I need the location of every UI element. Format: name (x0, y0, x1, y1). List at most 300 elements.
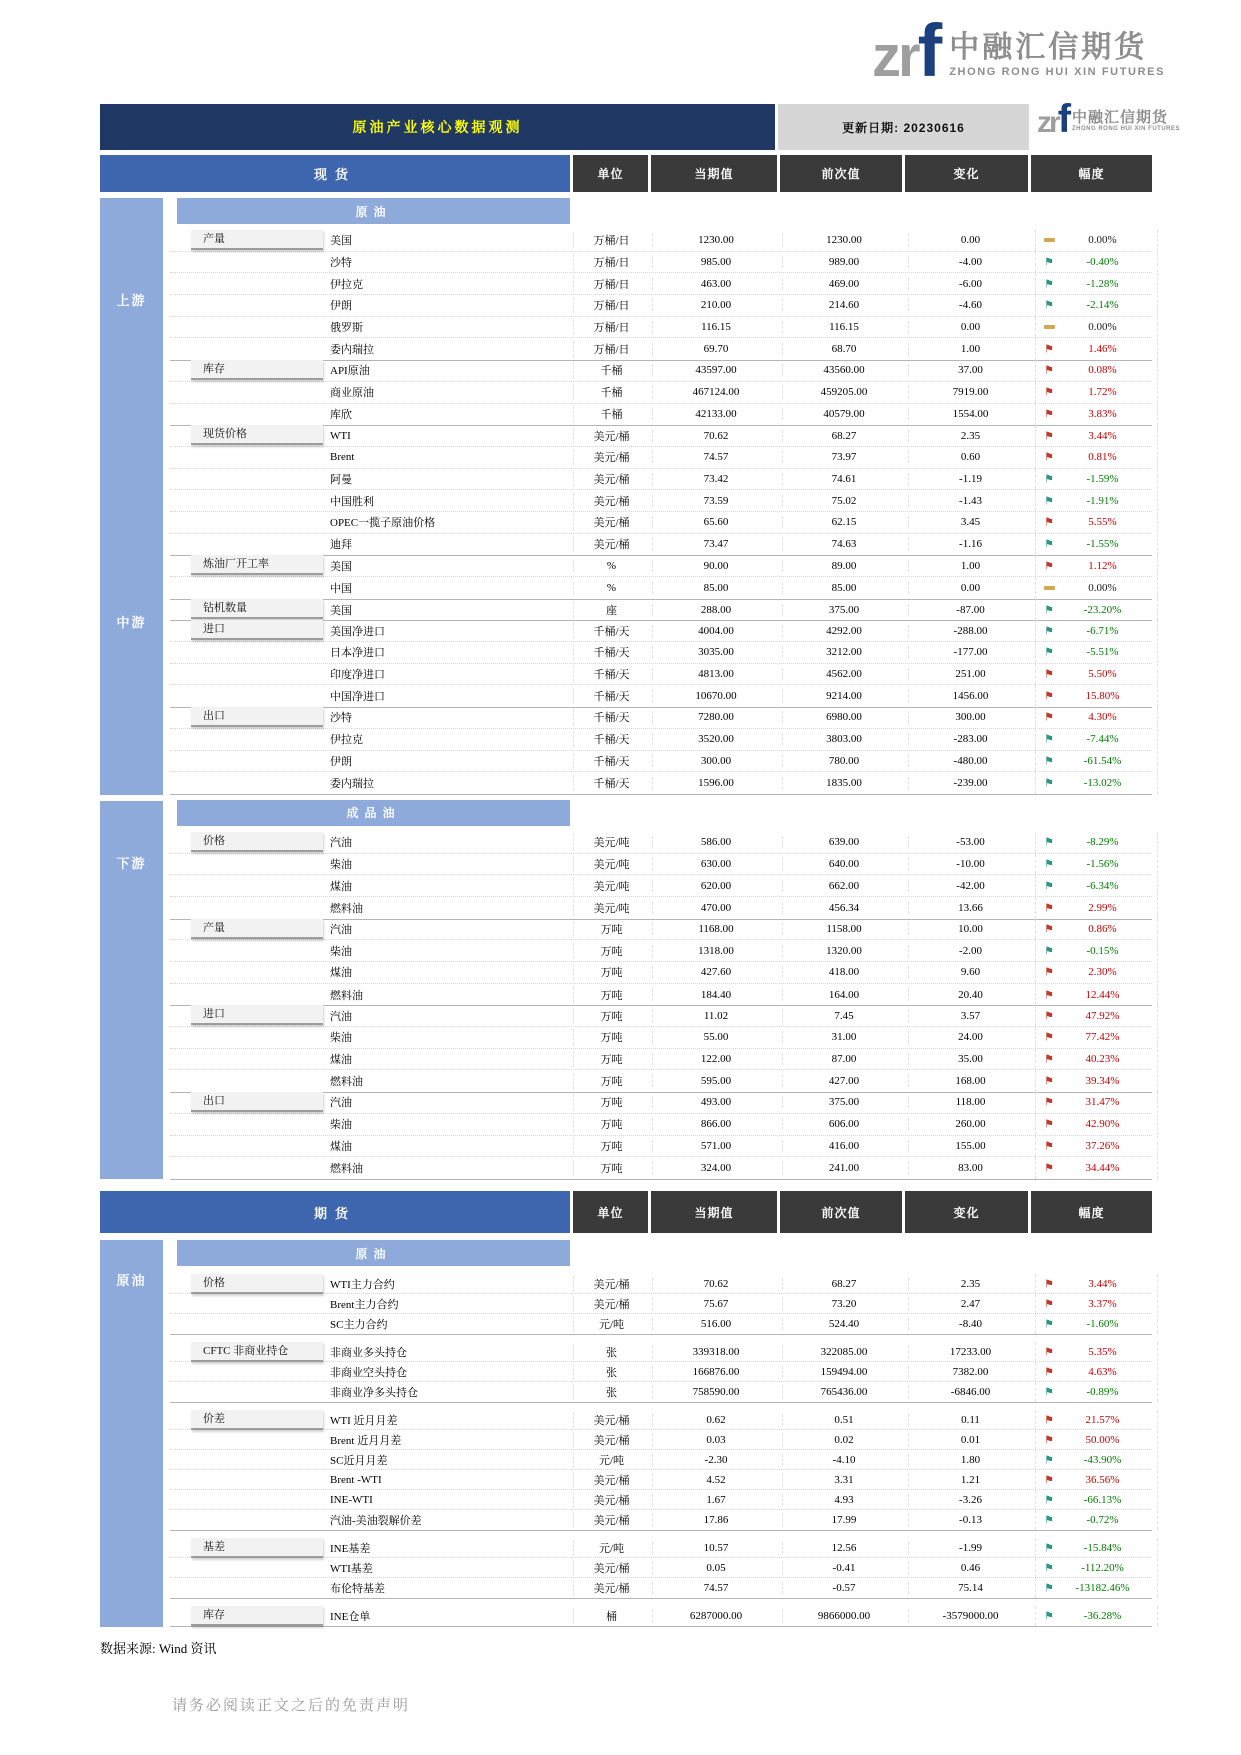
current-value-cell: 70.62 (652, 1278, 779, 1290)
pct-cell (1035, 273, 1158, 294)
change-value-cell: 1.00 (908, 343, 1032, 355)
table-row (170, 1450, 1152, 1470)
unit-cell: 千桶/天 (573, 688, 649, 704)
category-label: 出口 (191, 707, 323, 727)
pct-value: -13.02% (1083, 777, 1122, 790)
previous-value-cell: 116.15 (782, 321, 905, 333)
table-row (170, 897, 1152, 919)
pct-value: 5.55% (1088, 516, 1117, 529)
unit-cell: 万桶/日 (573, 297, 649, 313)
zrf-logo-icon (1037, 97, 1069, 141)
unit-cell: 千桶 (573, 362, 649, 378)
table-row (170, 1314, 1152, 1334)
category-spacer (170, 447, 330, 468)
pct-cell (1035, 1470, 1158, 1489)
pct-cell (1035, 338, 1158, 360)
category-spacer (170, 404, 330, 426)
pct-cell (1035, 1382, 1158, 1402)
previous-value-cell: 9214.00 (782, 690, 905, 702)
change-value-cell: -8.40 (908, 1318, 1032, 1330)
change-value-cell: -480.00 (908, 755, 1032, 767)
up-flag-icon: ⚑ (1044, 429, 1054, 443)
current-value-cell: 3520.00 (652, 733, 779, 745)
down-flag-icon: ⚑ (1044, 472, 1054, 486)
down-flag-icon: ⚑ (1044, 255, 1054, 269)
previous-value-cell: 765436.00 (782, 1386, 905, 1398)
change-value-cell: 3.45 (908, 516, 1032, 528)
change-value-cell: -1.16 (908, 538, 1032, 550)
previous-value-cell: 0.02 (782, 1434, 905, 1446)
item-cell: 伊朗 (330, 755, 352, 768)
previous-value-cell: 164.00 (782, 989, 905, 1001)
row-group (170, 832, 1152, 920)
current-value-cell: 65.60 (652, 516, 779, 528)
up-flag-icon: ⚑ (1044, 988, 1054, 1002)
table-row (170, 577, 1152, 599)
category-label: CFTC 非商业持仓 (191, 1342, 323, 1362)
item-cell: 伊拉克 (330, 278, 363, 291)
up-flag-icon: ⚑ (1044, 385, 1054, 399)
category-spacer (170, 577, 330, 599)
previous-value-cell: -0.41 (782, 1562, 905, 1574)
change-value-cell: 0.00 (908, 321, 1032, 333)
pct-value: -1.59% (1086, 472, 1119, 485)
previous-value-cell: 62.15 (782, 516, 905, 528)
change-value-cell: 0.46 (908, 1562, 1032, 1574)
unit-cell: % (573, 560, 649, 572)
unit-cell: 美元/桶 (573, 1432, 649, 1448)
company-logo (872, 9, 1166, 92)
logo-zr: zr (872, 24, 918, 89)
pct-value: 15.80% (1085, 690, 1120, 703)
category-spacer (170, 317, 330, 338)
category-label: 价格 (191, 832, 323, 852)
unit-cell: 美元/吨 (573, 900, 649, 916)
pct-value: 21.57% (1085, 1413, 1120, 1426)
previous-value-cell: 68.27 (782, 1278, 905, 1290)
current-value-cell: 493.00 (652, 1096, 779, 1108)
up-flag-icon: ⚑ (1044, 1277, 1054, 1290)
table-row (170, 772, 1152, 794)
current-value-cell: 184.40 (652, 989, 779, 1001)
category-spacer (170, 1070, 330, 1092)
table-row (170, 984, 1152, 1006)
item-cell: Brent (330, 451, 355, 464)
current-value-cell: 0.62 (652, 1414, 779, 1426)
current-value-cell: 630.00 (652, 858, 779, 870)
unit-cell: 美元/桶 (573, 1276, 649, 1292)
item-cell: 阿曼 (330, 473, 352, 486)
current-value-cell: 210.00 (652, 299, 779, 311)
pct-cell (1035, 447, 1158, 468)
up-flag-icon: ⚑ (1044, 1365, 1054, 1378)
change-value-cell: 2.47 (908, 1298, 1032, 1310)
pct-value: 40.23% (1085, 1053, 1120, 1066)
change-value-cell: 9.60 (908, 966, 1032, 978)
unit-cell: 万吨 (573, 964, 649, 980)
logo-zr: zr (1037, 106, 1058, 139)
unit-cell: 万吨 (573, 1116, 649, 1132)
current-value-cell: 339318.00 (652, 1346, 779, 1358)
table-row (170, 729, 1152, 751)
row-group (170, 707, 1152, 795)
item-cell: 美国净进口 (330, 625, 385, 638)
previous-value-cell: 89.00 (782, 560, 905, 572)
current-value-cell: 122.00 (652, 1053, 779, 1065)
unit-cell: 张 (573, 1344, 649, 1360)
unit-cell: 千桶/天 (573, 731, 649, 747)
item-cell: 伊朗 (330, 300, 352, 313)
up-flag-icon: ⚑ (1044, 667, 1054, 681)
item-cell: 煤油 (330, 1054, 352, 1067)
unit-cell: 美元/桶 (573, 514, 649, 530)
col-header-pct: 幅度 (1031, 1191, 1152, 1233)
current-value-cell: 10670.00 (652, 690, 779, 702)
sidebar-block (100, 1240, 163, 1627)
category-spacer (170, 1314, 330, 1334)
item-cell: SC近月月差 (330, 1454, 388, 1467)
previous-value-cell: 1320.00 (782, 945, 905, 957)
table-row (170, 1049, 1152, 1071)
item-cell: 布伦特基差 (330, 1583, 385, 1595)
change-value-cell: 0.11 (908, 1414, 1032, 1426)
current-value-cell: 1318.00 (652, 945, 779, 957)
table-row (170, 875, 1152, 897)
table-row (170, 295, 1152, 317)
pct-cell (1035, 1490, 1158, 1509)
table-row (170, 1430, 1152, 1450)
down-flag-icon: ⚑ (1044, 857, 1054, 871)
change-value-cell: -6846.00 (908, 1386, 1032, 1398)
previous-value-cell: 74.63 (782, 538, 905, 550)
flat-dash-icon (1044, 586, 1055, 590)
category-spacer (170, 772, 330, 794)
previous-value-cell: -0.57 (782, 1582, 905, 1594)
category-spacer (170, 1382, 330, 1402)
change-value-cell: 251.00 (908, 668, 1032, 680)
category-spacer (170, 729, 330, 750)
pct-cell (1035, 1450, 1158, 1469)
category-spacer (170, 512, 330, 533)
current-value-cell: 10.57 (652, 1542, 779, 1554)
current-value-cell: 74.57 (652, 1582, 779, 1594)
up-flag-icon: ⚑ (1044, 1117, 1054, 1131)
previous-value-cell: 40579.00 (782, 408, 905, 420)
pct-value: 3.37% (1088, 1297, 1117, 1310)
change-value-cell: 75.14 (908, 1582, 1032, 1594)
change-value-cell: 0.60 (908, 451, 1032, 463)
pct-cell (1035, 1005, 1158, 1026)
category-label: 现货价格 (191, 425, 323, 445)
pct-cell (1035, 620, 1158, 641)
unit-cell: 美元/桶 (573, 1492, 649, 1508)
previous-value-cell: 639.00 (782, 836, 905, 848)
pct-value: -61.54% (1083, 754, 1122, 767)
pct-cell (1035, 1294, 1158, 1313)
current-value-cell: 85.00 (652, 582, 779, 594)
down-flag-icon: ⚑ (1044, 1493, 1054, 1506)
category-spacer (170, 685, 330, 707)
change-value-cell: -53.00 (908, 836, 1032, 848)
table-row (170, 1070, 1152, 1092)
pct-value: -0.40% (1086, 256, 1119, 269)
change-value-cell: -42.00 (908, 880, 1032, 892)
item-cell: 中国胜利 (330, 495, 374, 508)
unit-cell: 座 (573, 602, 649, 618)
table-row (170, 469, 1152, 491)
current-value-cell: 463.00 (652, 278, 779, 290)
category-spacer (170, 1362, 330, 1381)
pct-value: -0.89% (1086, 1386, 1119, 1398)
current-value-cell: 3035.00 (652, 646, 779, 658)
pct-value: 47.92% (1085, 1009, 1120, 1022)
down-flag-icon: ⚑ (1044, 494, 1054, 508)
pct-value: -6.34% (1086, 879, 1119, 892)
pct-cell (1035, 707, 1158, 728)
previous-value-cell: 17.99 (782, 1514, 905, 1526)
previous-value-cell: 375.00 (782, 1096, 905, 1108)
table-row (170, 1490, 1152, 1510)
pct-cell (1035, 360, 1158, 381)
previous-value-cell: 87.00 (782, 1053, 905, 1065)
item-cell: 燃料油 (330, 1163, 363, 1176)
change-value-cell: -2.00 (908, 945, 1032, 957)
category-spacer (170, 490, 330, 511)
category-spacer (170, 1049, 330, 1070)
category-spacer (170, 751, 330, 772)
category-spacer (170, 1136, 330, 1157)
pct-cell (1035, 1274, 1158, 1293)
previous-value-cell: 74.61 (782, 473, 905, 485)
down-flag-icon: ⚑ (1044, 603, 1054, 617)
previous-value-cell: 4292.00 (782, 625, 905, 637)
unit-cell: 美元/桶 (573, 536, 649, 552)
unit-cell: % (573, 582, 649, 594)
category-spacer (170, 273, 330, 294)
col-header-current: 当期值 (651, 155, 777, 192)
data-source-note: 数据来源: Wind 资讯 (100, 1641, 217, 1656)
previous-value-cell: 68.70 (782, 343, 905, 355)
item-cell: WTI基差 (330, 1562, 373, 1575)
pct-value: 50.00% (1085, 1433, 1120, 1446)
pct-cell (1035, 1070, 1158, 1092)
company-logo-small (1037, 97, 1181, 141)
logo-en-name: ZHONG RONG HUI XIN FUTURES (1072, 126, 1181, 132)
table-row (170, 1362, 1152, 1382)
item-cell: 汽油 (330, 1010, 352, 1023)
row-group (170, 620, 1152, 708)
previous-value-cell: 780.00 (782, 755, 905, 767)
up-flag-icon: ⚑ (1044, 710, 1054, 724)
category-spacer (170, 338, 330, 360)
logo-cn-name: 中融汇信期货 (949, 31, 1148, 64)
unit-cell: 元/吨 (573, 1540, 649, 1556)
current-value-cell: 6287000.00 (652, 1610, 779, 1622)
unit-cell: 万吨 (573, 1073, 649, 1089)
change-value-cell: 2.35 (908, 430, 1032, 442)
change-value-cell: 168.00 (908, 1075, 1032, 1087)
up-flag-icon: ⚑ (1044, 342, 1054, 356)
pct-value: -2.14% (1086, 299, 1119, 312)
item-cell: 中国净进口 (330, 691, 385, 704)
current-value-cell: 300.00 (652, 755, 779, 767)
unit-cell: 美元/桶 (573, 428, 649, 444)
pct-value: 31.47% (1085, 1096, 1120, 1109)
previous-value-cell: -4.10 (782, 1454, 905, 1466)
current-value-cell: 1168.00 (652, 923, 779, 935)
change-value-cell: -4.00 (908, 256, 1032, 268)
table-row (170, 338, 1152, 360)
item-cell: 美国 (330, 235, 352, 248)
pct-value: 0.00% (1088, 581, 1117, 594)
unit-cell: 千桶/天 (573, 623, 649, 639)
pct-cell (1035, 962, 1158, 983)
current-value-cell: 427.60 (652, 966, 779, 978)
previous-value-cell: 524.40 (782, 1318, 905, 1330)
pct-value: -13182.46% (1075, 1582, 1130, 1594)
previous-value-cell: 3803.00 (782, 733, 905, 745)
previous-value-cell: 73.97 (782, 451, 905, 463)
item-cell: API原油 (330, 365, 370, 378)
category-spacer (170, 1510, 330, 1530)
table-row (170, 685, 1152, 707)
previous-value-cell: 640.00 (782, 858, 905, 870)
change-value-cell: 10.00 (908, 923, 1032, 935)
table-header-row (100, 1191, 1152, 1233)
current-value-cell: 324.00 (652, 1162, 779, 1174)
pct-cell (1035, 577, 1158, 599)
item-cell: 中国 (330, 582, 352, 595)
pct-cell (1035, 772, 1158, 794)
category-spacer (170, 1294, 330, 1313)
item-cell: INE仓单 (330, 1611, 371, 1623)
logo-text (949, 22, 1165, 78)
pct-cell (1035, 425, 1158, 446)
category-label: 价差 (191, 1410, 323, 1430)
pct-value: -0.72% (1086, 1514, 1119, 1526)
logo-f: f (1057, 97, 1069, 141)
logo-text (1072, 104, 1180, 132)
pct-value: -1.60% (1086, 1318, 1119, 1330)
row-group (170, 425, 1152, 556)
previous-value-cell: 12.56 (782, 1542, 905, 1554)
pct-cell (1035, 469, 1158, 490)
pct-cell (1035, 252, 1158, 273)
pct-value: 12.44% (1085, 988, 1120, 1001)
unit-cell: 万桶/日 (573, 341, 649, 357)
item-cell: 燃料油 (330, 989, 363, 1002)
current-value-cell: 866.00 (652, 1118, 779, 1130)
up-flag-icon: ⚑ (1044, 1030, 1054, 1044)
down-flag-icon: ⚑ (1044, 1561, 1054, 1574)
down-flag-icon: ⚑ (1044, 879, 1054, 893)
category-spacer (170, 984, 330, 1006)
up-flag-icon: ⚑ (1044, 450, 1054, 464)
previous-value-cell: 1230.00 (782, 234, 905, 246)
previous-value-cell: 31.00 (782, 1031, 905, 1043)
change-value-cell: -1.99 (908, 1542, 1032, 1554)
item-cell: 美国 (330, 604, 352, 617)
col-header-previous: 前次值 (780, 155, 902, 192)
table-row (170, 252, 1152, 274)
unit-cell: 万吨 (573, 1008, 649, 1024)
unit-cell: 千桶/天 (573, 644, 649, 660)
up-flag-icon: ⚑ (1044, 965, 1054, 979)
unit-cell: 千桶/天 (573, 709, 649, 725)
up-flag-icon: ⚑ (1044, 1433, 1054, 1446)
item-cell: 印度净进口 (330, 669, 385, 682)
current-value-cell: 42133.00 (652, 408, 779, 420)
previous-value-cell: 1835.00 (782, 777, 905, 789)
table-section (170, 198, 1152, 795)
item-cell: INE基差 (330, 1542, 371, 1555)
pct-cell (1035, 1538, 1158, 1557)
up-flag-icon: ⚑ (1044, 515, 1054, 529)
unit-cell: 美元/吨 (573, 856, 649, 872)
unit-cell: 千桶 (573, 406, 649, 422)
previous-value-cell: 375.00 (782, 604, 905, 616)
category-spacer (170, 1027, 330, 1048)
down-flag-icon: ⚑ (1044, 835, 1054, 849)
category-spacer (170, 382, 330, 403)
item-cell: 俄罗斯 (330, 322, 363, 335)
category-label: 进口 (191, 1005, 323, 1025)
unit-cell: 千桶/天 (573, 753, 649, 769)
pct-value: 2.99% (1088, 901, 1117, 914)
previous-value-cell: 0.51 (782, 1414, 905, 1426)
category-label: 炼油厂开工率 (191, 555, 323, 575)
pct-value: -15.84% (1083, 1541, 1122, 1554)
table-row (170, 317, 1152, 339)
pct-cell (1035, 1430, 1158, 1449)
row-group (170, 1274, 1152, 1335)
pct-value: 4.63% (1088, 1365, 1117, 1378)
flat-dash-icon (1044, 238, 1055, 242)
category-spacer (170, 1430, 330, 1449)
update-date-badge: 更新日期: 20230616 (778, 104, 1029, 150)
up-flag-icon: ⚑ (1044, 1413, 1054, 1426)
category-label: 进口 (191, 620, 323, 640)
pct-value: -66.13% (1083, 1493, 1122, 1506)
previous-value-cell: 4562.00 (782, 668, 905, 680)
current-value-cell: 43597.00 (652, 364, 779, 376)
unit-cell: 美元/桶 (573, 1296, 649, 1312)
pct-value: 0.86% (1088, 922, 1117, 935)
pct-value: 77.42% (1085, 1031, 1120, 1044)
current-value-cell: 55.00 (652, 1031, 779, 1043)
category-label: 库存 (191, 1606, 323, 1626)
previous-value-cell: 241.00 (782, 1162, 905, 1174)
pct-cell (1035, 642, 1158, 663)
change-value-cell: -3579000.00 (908, 1610, 1032, 1622)
table-row (170, 534, 1152, 556)
change-value-cell: -239.00 (908, 777, 1032, 789)
pct-value: 1.72% (1088, 386, 1117, 399)
current-value-cell: 0.03 (652, 1434, 779, 1446)
change-value-cell: 3.57 (908, 1010, 1032, 1022)
unit-cell: 美元/吨 (573, 878, 649, 894)
sidebar-block (100, 198, 163, 795)
category-spacer (170, 854, 330, 875)
pct-cell (1035, 599, 1158, 621)
unit-cell: 千桶/天 (573, 666, 649, 682)
current-value-cell: 516.00 (652, 1318, 779, 1330)
col-header-previous: 前次值 (780, 1191, 902, 1233)
change-value-cell: -283.00 (908, 733, 1032, 745)
table-row (170, 273, 1152, 295)
change-value-cell: 24.00 (908, 1031, 1032, 1043)
current-value-cell: 0.05 (652, 1562, 779, 1574)
